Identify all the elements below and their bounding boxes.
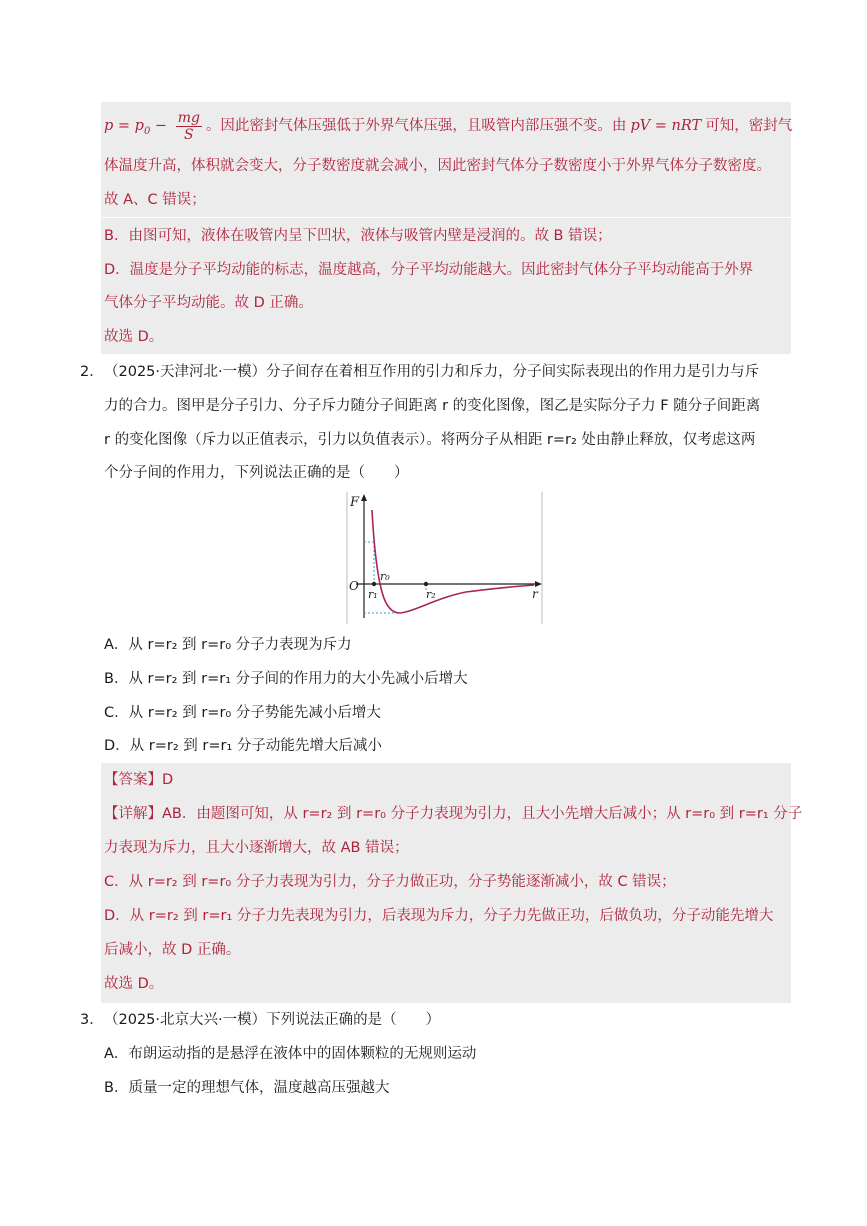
q1-line3: 故 A、C 错误； (104, 192, 206, 208)
q1-line4: B．由图可知，液体在吸管内呈下凹状，液体与吸管内壁是浸润的。故 B 错误； (104, 228, 612, 244)
q2-option-d: D．从 r=r₂ 到 r=r₁ 分子动能先增大后减小 (104, 738, 382, 754)
divider (101, 217, 791, 218)
q2-detail-line4: D．从 r=r₂ 到 r=r₁ 分子力先表现为引力，后表现为斥力，分子力先做正功，后做负功，分子动能先增大 (104, 908, 774, 924)
fraction-numerator: mg (177, 109, 200, 126)
q2-answer: 【答案】D (104, 772, 174, 788)
y-axis-arrow (361, 494, 367, 501)
q1-line2: 体温度升高，体积就会变大，分子数密度就会减小，因此密封气体分子数密度小于外界气体分子数密度。 (104, 158, 771, 174)
formula-lhs: p = p (104, 118, 144, 134)
force-curve (372, 510, 534, 613)
formula-minus: − (150, 118, 172, 134)
q1-line7: 故选 D。 (104, 329, 164, 345)
q1-line1-tail: 可知，密封气 (705, 118, 793, 134)
graph-r0-label: r₀ (380, 570, 390, 583)
q2-option-c: C．从 r=r₂ 到 r=r₀ 分子势能先减小后增大 (104, 705, 381, 721)
q3-option-b: B．质量一定的理想气体，温度越高压强越大 (104, 1080, 390, 1096)
q2-detail-line3: C．从 r=r₂ 到 r=r₀ 分子力表现为引力，分子力做正功，分子势能逐渐减小，故 C 错误； (104, 874, 676, 890)
graph-r1-label: r₁ (368, 588, 378, 601)
q1-line5: D．温度是分子平均动能的标志，温度越高，分子平均动能越大。因此密封气体分子平均动能高于外界 (104, 262, 754, 278)
q2-detail-line2: 力表现为斥力，且大小逐渐增大，故 AB 错误； (104, 840, 409, 856)
q1-line6: 气体分子平均动能。故 D 正确。 (104, 295, 313, 311)
q1-line1-text: 。因此密封气体压强低于外界气体压强，且吸管内部压强不变。由 (205, 118, 627, 134)
q2-stem-line1: （2025·天津河北·一模）分子间存在着相互作用的引力和斥力，分子间实际表现出的作用力是引力与斥 (104, 364, 760, 380)
q3-stem: （2025·北京大兴·一模）下列说法正确的是（ ） (104, 1012, 441, 1028)
r2-point (424, 582, 428, 586)
fraction-denominator: S (184, 126, 194, 143)
graph-r2-label: r₂ (426, 588, 436, 601)
fraction (176, 110, 202, 143)
q2-stem-line2: 力的合力。图甲是分子引力、分子斥力随分子间距离 r 的变化图像，图乙是实际分子力 F 随分子间距离 (104, 398, 761, 414)
q2-number: 2． (80, 364, 104, 380)
formula-sub: 0 (143, 125, 151, 137)
r1-point (372, 582, 376, 586)
q1-line1-formula: pV = nRT (630, 118, 702, 134)
q2-option-a: A．从 r=r₂ 到 r=r₀ 分子力表现为斥力 (104, 637, 352, 653)
q1-formula-line (104, 108, 792, 144)
q2-stem-line3: r 的变化图像（斥力以正值表示，引力以负值表示）。将两分子从相距 r=r₂ 处由静止释放，仅考虑这两 (104, 432, 756, 448)
q2-stem-line4: 个分子间的作用力，下列说法正确的是（ ） (104, 465, 409, 481)
q2-detail-line1: 【详解】AB．由题图可知，从 r=r₂ 到 r=r₀ 分子力表现为引力，且大小先增大后减小；从 r=r₀ 到 r=r₁ 分子 (104, 806, 803, 822)
q2-option-b: B．从 r=r₂ 到 r=r₁ 分子间的作用力的大小先减小后增大 (104, 671, 468, 687)
q3-option-a: A．布朗运动指的是悬浮在液体中的固体颗粒的无规则运动 (104, 1046, 477, 1062)
q2-detail-line6: 故选 D。 (104, 976, 164, 992)
graph-x-label: r (532, 587, 538, 601)
graph-y-label: F (350, 495, 360, 510)
q3-number: 3． (80, 1012, 104, 1028)
graph-origin-label: O (349, 579, 359, 593)
q2-detail-line5: 后减小，故 D 正确。 (104, 942, 241, 958)
force-distance-graph (346, 492, 544, 624)
